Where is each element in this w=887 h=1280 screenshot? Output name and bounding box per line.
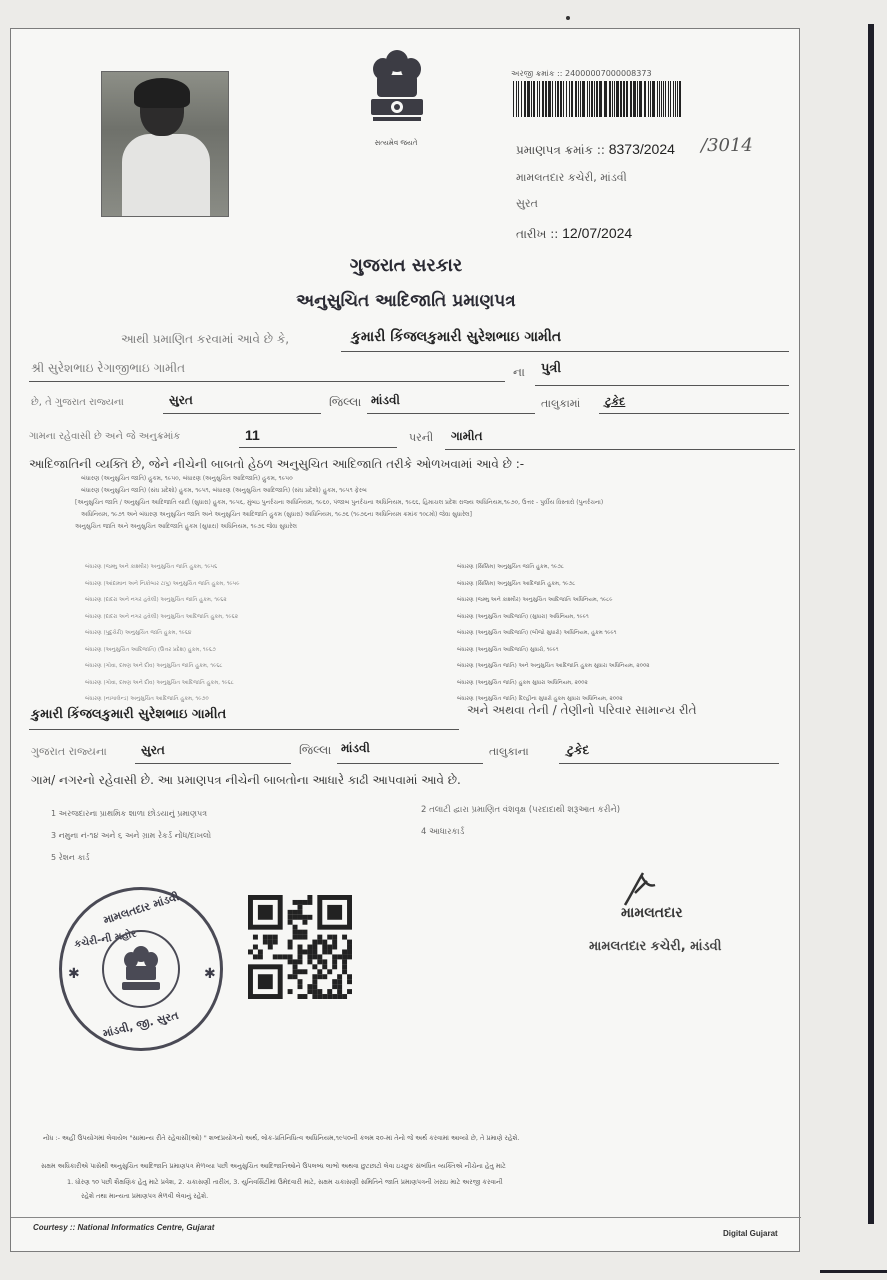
note-4: રહેશે તથા માન્યતા પ્રમાણપત્ર મેળવી લેવાનું રહેશે.	[81, 1192, 209, 1200]
signatory-title: મામલતદાર	[621, 905, 683, 921]
barcode-bar	[518, 81, 519, 117]
qr-module	[293, 964, 298, 969]
qr-module	[332, 935, 337, 940]
qr-module	[263, 940, 268, 945]
qr-module	[332, 945, 337, 950]
applicant-photo	[101, 71, 229, 217]
order-item: બંધારણ (અનુસુચિત જાતિ) હુકમ સુધારા અધિનિયમ, ૨૦૦૨	[457, 679, 588, 686]
qr-module	[288, 945, 293, 950]
qr-module	[273, 935, 278, 940]
qr-module	[307, 954, 312, 959]
qr-module	[298, 979, 303, 984]
qr-module	[347, 945, 352, 950]
qr-module	[298, 984, 303, 989]
barcode-bar	[633, 81, 636, 117]
qr-module	[322, 940, 327, 945]
qr-module	[302, 969, 307, 974]
village-value: ટુકેદ	[605, 395, 626, 408]
underline	[163, 413, 321, 414]
qr-module	[342, 994, 347, 999]
issue-date: તારીખ :: 12/07/2024	[516, 225, 633, 241]
qr-module	[307, 984, 312, 989]
order-item: બંધારણ (આંદામાન અને નિકોબાર ટાપુ) અનુસુચિત જાતિ હુકમ, ૧૯૫૯	[85, 580, 240, 587]
district-label: જિલ્લા	[329, 395, 362, 409]
barcode-bar	[665, 81, 666, 117]
underline	[29, 381, 505, 382]
relation-prefix: ના	[513, 365, 525, 379]
qr-module	[302, 994, 307, 999]
qr-module	[258, 949, 263, 954]
barcode-bar	[527, 81, 530, 117]
qr-module	[293, 900, 298, 905]
national-emblem-icon	[361, 47, 433, 139]
issuing-place: સુરત	[516, 197, 538, 210]
note-3: 1. ધોરણ ૧૦ પછી શૈક્ષણિક હેતુ માટે પ્રવેશ, 2. ચકાસણી તારીખ, 3. યુનિવર્સિટીમાં ઉમેદવારી માટે, સક્ષમ ચકાસણી સમિતિને જાતિ પ્રમાણપત્રની ખરાઇ માટે અરજી કરવાની	[67, 1178, 503, 1186]
barcode-bar	[599, 81, 602, 117]
district-value: સુરત	[169, 393, 193, 407]
qr-module	[298, 945, 303, 950]
qr-module	[347, 940, 352, 945]
taluka-label-2: તાલુકાના	[489, 745, 529, 758]
barcode-bar	[657, 81, 658, 117]
barcode-bar	[548, 81, 551, 117]
order-line: [અનુસુચિત જાતિ / અનુસુચિત આદિજાતિ યાદી (સુધારા) હુકમ, ૧૯૫૬, મુંબઇ પુનર્રચના અધિનિયમ, ૧૯૬૦, પંજાબ પુનર્રચના અધિનિયમ, ૧૯૬૬, હિમાચલ પ્રદેશ રાજ્ય અધિનિયમ,૧૯૭૦, ઉત્તર - પુર્વીય વિસ્તારો (પુનર્રચના)	[75, 499, 604, 506]
seal-inner-ring	[102, 930, 180, 1008]
barcode-bar	[663, 81, 664, 117]
qr-module	[288, 959, 293, 964]
qr-module	[307, 989, 312, 994]
courtesy-text: Courtesy :: National Informatics Centre, Gujarat	[33, 1223, 215, 1232]
qr-module	[322, 959, 327, 964]
order-item: બંધારણ (સિક્કિમ) અનુસુચિત આદિજાતિ હુકમ, ૧૯૭૮	[457, 580, 576, 587]
handwritten-number: /3014	[701, 135, 753, 156]
documents-left	[51, 803, 211, 869]
intro-text: આથી પ્રમાણિત કરવામાં આવે છે કે,	[121, 332, 290, 346]
qr-module	[253, 935, 258, 940]
order-item: બંધારણ (અનુસુચિત આદિજાતિ) (ઉત્તર પ્રદેશ) હુકમ, ૧૯૬૭	[85, 646, 216, 653]
qr-module	[293, 974, 298, 979]
qr-module	[347, 949, 352, 954]
speck	[566, 16, 570, 20]
qr-module	[332, 959, 337, 964]
qr-module	[268, 945, 273, 950]
barcode-bar	[516, 81, 517, 117]
qr-module	[288, 989, 293, 994]
qr-module	[302, 930, 307, 935]
qr-module	[327, 989, 332, 994]
qr-module	[312, 949, 317, 954]
qr-module	[298, 994, 303, 999]
district-label-2: જિલ્લા	[299, 743, 332, 757]
qr-module	[342, 959, 347, 964]
barcode-bar	[542, 81, 544, 117]
barcode-bar	[677, 81, 678, 117]
note-2: સક્ષમ અધિકારીએ પાસેથી અનુસુચિત આદિજાતિ પ્રમાણપત્ર મેળવ્યા પછી અનુસુચિત આદિજાતિઓને ઉપલબ્ધ લાભો અથવા છુટછાટો લેવા ઇચ્છુક સંબંધિત વ્યક્તિએ નીચેના હેતુ માટે	[41, 1162, 506, 1170]
application-number: અરજી ક્રમાંક :: 24000007000008373	[511, 69, 652, 78]
qr-module	[288, 974, 293, 979]
underline	[445, 449, 795, 450]
qr-module	[288, 954, 293, 959]
barcode-bar	[563, 81, 564, 117]
barcode-bar	[575, 81, 577, 117]
qr-module	[342, 949, 347, 954]
qr-module	[293, 969, 298, 974]
qr-module	[307, 900, 312, 905]
seal-star-icon: ✱	[204, 966, 216, 982]
barcode-bar	[670, 81, 671, 117]
village-prefix: ગામના રહેવાસી છે અને જે અનુક્રમાંક	[29, 431, 181, 442]
serial-number: 11	[245, 427, 260, 443]
caste-value: ગામીત	[451, 429, 483, 443]
qr-module	[317, 935, 322, 940]
qr-module	[347, 974, 352, 979]
barcode-bar	[623, 81, 625, 117]
tribe-statement: આદિજાતિની વ્યક્તિ છે, જેને નીચેની બાબતો હેઠળ અનુસુચિત આદિજાતિ તરીકે ઓળખવામાં આવે છે :-	[29, 457, 525, 471]
barcode-bar	[612, 81, 613, 117]
qr-module	[317, 989, 322, 994]
seal-bottom-text: માંડવી, જી. સુરત	[101, 1008, 180, 1041]
underline	[535, 385, 789, 386]
qr-module	[327, 935, 332, 940]
orders-right-column	[457, 559, 797, 708]
village-value-2: ટુકેદ	[567, 743, 590, 757]
state-prefix: છે, તે ગુજરાત રાજ્યના	[31, 397, 124, 408]
qr-module	[312, 979, 317, 984]
barcode-bar	[545, 81, 547, 117]
qr-module	[322, 974, 327, 979]
document-item: 4 આધારકાર્ડ	[421, 827, 465, 837]
caste-label: પરની	[409, 431, 434, 444]
qr-module	[278, 954, 283, 959]
qr-finder	[258, 905, 273, 920]
qr-module	[327, 994, 332, 999]
qr-module	[293, 925, 298, 930]
qr-module	[332, 940, 337, 945]
qr-module	[312, 954, 317, 959]
qr-module	[337, 984, 342, 989]
qr-module	[312, 940, 317, 945]
barcode-bar	[539, 81, 540, 117]
order-item: બંધારણ (સિક્કિમ) અનુસુચિત જાતિ હુકમ, ૧૯૭૮	[457, 564, 564, 570]
qr-module	[322, 945, 327, 950]
barcode-bar	[552, 81, 553, 117]
underline	[135, 763, 291, 764]
barcode-bar	[587, 81, 588, 117]
order-item: બંધારણ (નાગાલેન્ડ) અનુસુચિત આદિજાતિ હુકમ, ૧૯૭૦	[85, 696, 209, 702]
taluka-value-2: માંડવી	[341, 741, 370, 755]
seal-emblem-icon	[104, 932, 178, 1006]
order-item: બંધારણ (અનુસુચિત આદિજાતિ) સુધારો, ૧૯૯૧	[457, 646, 559, 653]
barcode-bar	[648, 81, 649, 117]
barcode-bar	[524, 81, 526, 117]
qr-module	[327, 949, 332, 954]
order-item: બંધારણ (અનુસુચિત જાતિ) દિલ્હીના સુધારો હુકમ સુધારા અધિનિયમ, ૨૦૦૨	[457, 696, 623, 702]
qr-module	[307, 915, 312, 920]
qr-module	[332, 984, 337, 989]
qr-module	[342, 954, 347, 959]
qr-module	[273, 940, 278, 945]
order-item: બંધારણ (જમ્મુ અને કાશ્મીર) અનુસુચિત આદિજાતિ અધિનિયમ, ૧૯૮૯	[457, 597, 613, 603]
order-line: બંધારણ (અનુસુચિત જાતિ) હુકમ, ૧૯૫૦, બંધારણ (અનુસુચિત આદિજાતિ) હુકમ, ૧૯૫૦	[81, 475, 293, 482]
barcode-bar	[661, 81, 662, 117]
signatory-office: મામલતદાર કચેરી, માંડવી	[589, 939, 722, 954]
qr-module	[332, 994, 337, 999]
signature-scribble	[619, 869, 669, 909]
barcode-bar	[620, 81, 622, 117]
note-1: નોંધ :- અહીં ઉપયોગમાં લેવાયેલ "સામાન્ય રીતે રહેવાસી(ઓ) " શબ્દપ્રયોગનો અર્થ, લોક-પ્રતિનિધિત્વ અધિનિયમ,૧૯૫૦ની કલમ ૨૦-માં તેનો જે અર્થ કરવામાં આવ્યો છે, તે પ્રમાણે રહેશે.	[43, 1134, 520, 1142]
taluka-label: તાલુકામાં	[541, 397, 581, 410]
order-item: બંધારણ (ગોવા, દમણ અને દીવ) અનુસુચિત આદિજાતિ હુકમ, ૧૯૬૮	[85, 679, 234, 686]
qr-module	[337, 994, 342, 999]
district-value-2: સુરત	[141, 743, 165, 757]
order-line: અધિનિયમ, ૧૯૭૧ અને બંધારણ અનુસુચિત જાતિ અને અનુસુચિત આદિજાતિ હુકમ (સુધારા) અધિનિયમ, ૧૯૭૬ (૧૯૭૬ના અધિનિયમ ક્રમાંક ૧૦૮મો) જેવા સુધારેલ]	[81, 511, 472, 518]
barcode-bar	[569, 81, 570, 117]
qr-module	[293, 910, 298, 915]
underline	[559, 763, 779, 764]
barcode-bar	[650, 81, 651, 117]
qr-module	[288, 920, 293, 925]
qr-module	[248, 949, 253, 954]
qr-module	[298, 969, 303, 974]
barcode-bar	[531, 81, 532, 117]
order-item: બંધારણ (પુદુચેરી) અનુસુચિત જાતિ હુકમ, ૧૯૬૪	[85, 630, 192, 636]
barcode-bar	[589, 81, 590, 117]
underline	[367, 413, 535, 414]
qr-code	[247, 895, 353, 999]
qr-module	[302, 900, 307, 905]
barcode-bar	[652, 81, 655, 117]
barcode-bar	[609, 81, 611, 117]
qr-module	[293, 930, 298, 935]
person-name: કુમારી કિંજલકુમારી સુરેશભાઇ ગામીત	[351, 329, 562, 345]
barcode-bar	[582, 81, 585, 117]
qr-module	[317, 959, 322, 964]
government-title: ગુજરાત સરકાર	[349, 255, 463, 276]
qr-module	[337, 954, 342, 959]
qr-module	[317, 974, 322, 979]
qr-module	[312, 989, 317, 994]
order-item: બંધારણ (જમ્મુ અને કાશ્મીર) અનુસુચિત જાતિ હુકમ, ૧૯૫૬	[85, 564, 218, 570]
underline	[29, 729, 459, 730]
qr-module	[317, 954, 322, 959]
page-edge-shadow-bottom	[820, 1270, 887, 1273]
barcode-bar	[533, 81, 535, 117]
qr-module	[298, 930, 303, 935]
issuing-office: મામલતદાર કચેરી, માંડવી	[516, 171, 627, 184]
emblem-caption: સત્યમેવ જયતે	[374, 139, 418, 147]
qr-finder	[327, 905, 342, 920]
document-item: 5 રેશન કાર્ડ	[51, 853, 90, 862]
certificate-title: અનુસુચિત આદિજાતિ પ્રમાણપત્ર	[296, 291, 516, 311]
qr-module	[322, 994, 327, 999]
qr-module	[302, 935, 307, 940]
qr-module	[273, 954, 278, 959]
certificate-page	[10, 28, 800, 1252]
barcode-bar	[566, 81, 567, 117]
qr-module	[253, 945, 258, 950]
barcode-bar	[639, 81, 642, 117]
qr-module	[258, 954, 263, 959]
qr-module	[337, 989, 342, 994]
barcode-bar	[604, 81, 607, 117]
barcode-bar	[578, 81, 579, 117]
qr-module	[298, 954, 303, 959]
qr-module	[263, 935, 268, 940]
qr-module	[337, 974, 342, 979]
qr-module	[293, 959, 298, 964]
office-seal	[59, 887, 223, 1051]
documents-right	[421, 799, 620, 843]
barcode-bar	[594, 81, 595, 117]
barcode	[511, 81, 686, 117]
qr-module	[332, 954, 337, 959]
qr-module	[298, 900, 303, 905]
qr-finder	[258, 974, 273, 989]
qr-module	[298, 905, 303, 910]
qr-module	[307, 945, 312, 950]
qr-module	[302, 949, 307, 954]
qr-module	[293, 935, 298, 940]
orders-left-column	[85, 559, 385, 708]
underline	[239, 447, 397, 448]
barcode-bar	[513, 81, 514, 117]
barcode-bar	[659, 81, 660, 117]
qr-module	[312, 984, 317, 989]
digital-gujarat-brand: Digital Gujarat	[723, 1229, 778, 1238]
barcode-bar	[675, 81, 676, 117]
qr-module	[327, 969, 332, 974]
barcode-bar	[626, 81, 628, 117]
father-name: શ્રી સુરેશભાઇ રેગાજીભાઇ ગામીત	[31, 361, 186, 375]
orders-list	[75, 473, 801, 533]
qr-module	[312, 974, 317, 979]
relation: પુત્રી	[541, 361, 562, 376]
barcode-bar	[571, 81, 573, 117]
qr-module	[332, 964, 337, 969]
qr-module	[317, 940, 322, 945]
qr-module	[293, 915, 298, 920]
qr-module	[337, 979, 342, 984]
qr-module	[332, 979, 337, 984]
qr-module	[312, 994, 317, 999]
person-name-repeat: કુમારી કિંજલકુમારી સુરેશભાઇ ગામીત	[31, 707, 227, 722]
order-line: અનુસુચિત જાતિ અને અનુસુચિત આદિજાતિ હુકમ (સુધારા) અધિનિયમ, ૧૯૭૬ જેવા સુધારેલ	[75, 523, 297, 530]
qr-module	[322, 949, 327, 954]
residence-text: ગામ/ નગરનો રહેવાસી છે. આ પ્રમાણપત્ર નીચેની બાબતોના આધારે કાઢી આપવામાં આવે છે.	[31, 773, 461, 787]
seal-star-icon: ✱	[68, 966, 80, 982]
barcode-bar	[668, 81, 669, 117]
qr-module	[288, 940, 293, 945]
barcode-bar	[644, 81, 646, 117]
qr-module	[302, 915, 307, 920]
document-item: 1 અરજદારના પ્રાથમિક શાળા છોડયાનું પ્રમાણપત્ર	[51, 809, 208, 818]
barcode-bar	[537, 81, 538, 117]
barcode-bar	[580, 81, 581, 117]
barcode-bar	[591, 81, 593, 117]
taluka-value: માંડવી	[371, 393, 400, 407]
qr-module	[312, 964, 317, 969]
seal-top-text: મામલતદાર માંડવી	[101, 890, 181, 927]
barcode-bar	[616, 81, 619, 117]
qr-module	[317, 994, 322, 999]
qr-module	[302, 920, 307, 925]
order-item: બંધારણ (ગોવા, દમણ અને દીવ) અનુસુચિત જાતિ હુકમ, ૧૯૬૮	[85, 663, 223, 669]
qr-module	[312, 945, 317, 950]
underline	[599, 413, 789, 414]
qr-module	[347, 954, 352, 959]
qr-module	[307, 895, 312, 900]
qr-module	[298, 959, 303, 964]
state-prefix-2: ગુજરાત રાજ્યના	[31, 745, 107, 758]
qr-module	[298, 910, 303, 915]
order-item: બંધારણ (દાદરા અને નગર હવેલી) અનુસુચિત આદિજાતિ હુકમ, ૧૯૬૨	[85, 613, 238, 620]
qr-module	[307, 949, 312, 954]
qr-module	[268, 935, 273, 940]
barcode-bar	[630, 81, 632, 117]
qr-module	[288, 910, 293, 915]
order-item: બંધારણ (અનુસુચિત આદિજાતિ) (બીજો સુધારો) અધિનિયમ, હુકમ ૧૯૯૧	[457, 630, 617, 636]
qr-module	[327, 945, 332, 950]
barcode-bar	[555, 81, 556, 117]
order-line: બંધારણ (અનુસુચિત જાતિ) (સંઘ પ્રદેશો) હુકમ, ૧૯૫૧, બંધારણ (અનુસુચિત આદિજાતિ) (સંઘ પ્રદેશો) હુકમ, ૧૯૫૧ ફેરબ	[81, 487, 367, 494]
family-text: અને અથવા તેની / તેણીનો પરિવાર સામાન્ય રીતે	[467, 703, 697, 717]
order-item: બંધારણ (દાદરા અને નગર હવેલી) અનુસુચિત જાતિ હુકમ, ૧૯૬૨	[85, 597, 227, 603]
qr-module	[347, 989, 352, 994]
qr-module	[342, 969, 347, 974]
barcode-bar	[614, 81, 615, 117]
barcode-bar	[673, 81, 674, 117]
underline	[337, 763, 483, 764]
barcode-bar	[637, 81, 638, 117]
qr-module	[298, 935, 303, 940]
barcode-bar	[679, 81, 681, 117]
qr-module	[298, 949, 303, 954]
qr-module	[253, 954, 258, 959]
order-item: બંધારણ (અનુસુચિત આદિજાતિ) (સુધારા) અધિનિયમ, ૧૯૯૧	[457, 613, 589, 620]
barcode-bar	[596, 81, 598, 117]
qr-module	[268, 940, 273, 945]
certificate-number: પ્રમાણપત્ર ક્રમાંક :: 8373/2024	[516, 141, 675, 157]
qr-module	[307, 959, 312, 964]
qr-module	[288, 915, 293, 920]
barcode-bar	[557, 81, 559, 117]
qr-module	[342, 964, 347, 969]
qr-module	[347, 979, 352, 984]
document-item: 3 નમુના નં-૧૪ અને ૬ અને ગ્રામ રેકર્ડ નોંધ/દાખલો	[51, 831, 212, 840]
document-item: 2 તલાટી દ્વારા પ્રમાણિત વંશવૃક્ષ (પરદાદાથી શરૂઆત કરીને)	[421, 805, 621, 815]
qr-module	[298, 915, 303, 920]
qr-module	[322, 964, 327, 969]
page-edge-shadow	[868, 24, 874, 1224]
barcode-bar	[560, 81, 562, 117]
seal-middle-text: કચેરી-ની મહોર	[73, 928, 138, 951]
qr-module	[283, 954, 288, 959]
qr-module	[317, 969, 322, 974]
barcode-bar	[521, 81, 522, 117]
order-item: બંધારણ (અનુસુચિત જાતિ) અને અનુસુચિત આદિજાતિ હુકમ સુધારા અધિનિયમ, ૨૦૦૨	[457, 663, 650, 669]
qr-module	[342, 935, 347, 940]
underline	[341, 351, 789, 352]
